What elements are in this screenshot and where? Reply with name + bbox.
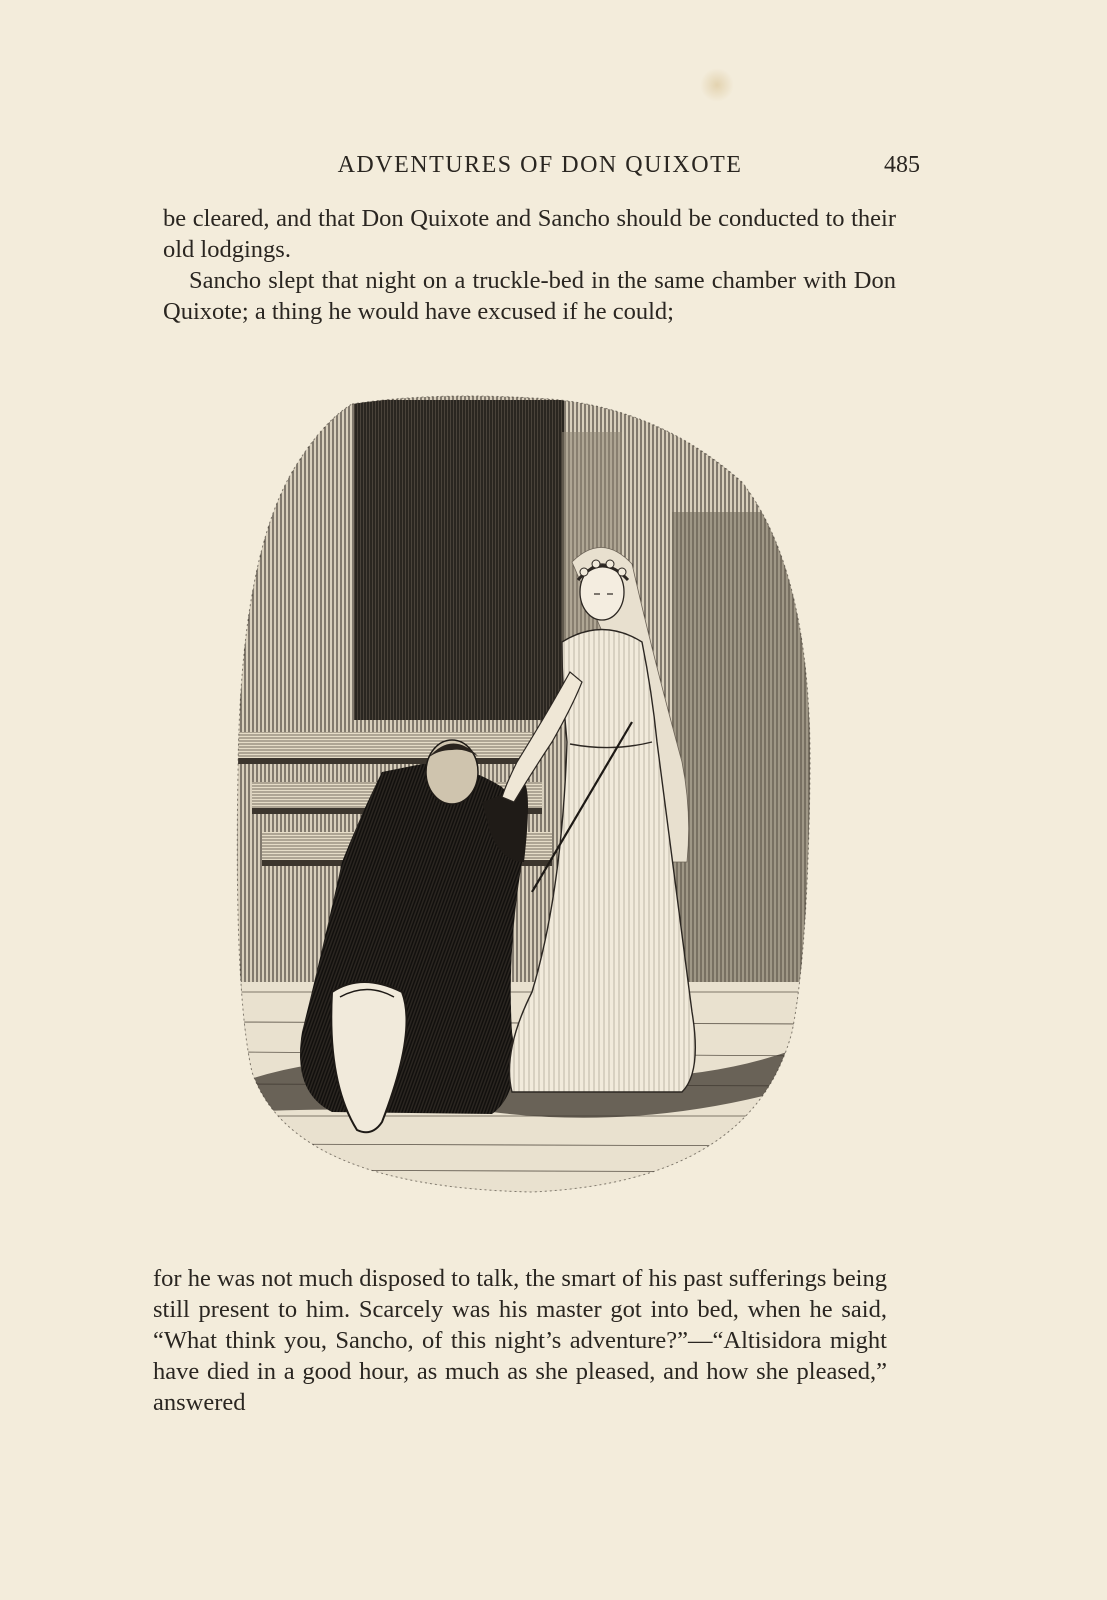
page-number: 485 [884,152,920,178]
running-title: ADVENTURES OF DON QUIXOTE [337,152,743,178]
paragraph-top-continuation: be cleared, and that Don Quixote and Sancho should be conducted to their old lodgings. [163,205,896,263]
paper-stain [700,68,734,102]
engraving-illustration [232,392,814,1200]
paragraph-after-illustration: for he was not much disposed to talk, the smart of his past sufferings being still present to him. Scarcely was his master got into bed, when he said, “What think you, Sancho, of this night’s adventure?”—“Altisidora might have died in a good hour, as much as she pleased, and how she pleased,” answered [153,1265,887,1416]
paragraph-sancho-slept: Sancho slept that night on a truckle-bed in the same chamber with Don Quixote; a thing he would have excused if he could; [163,267,896,325]
running-head [160,152,920,186]
